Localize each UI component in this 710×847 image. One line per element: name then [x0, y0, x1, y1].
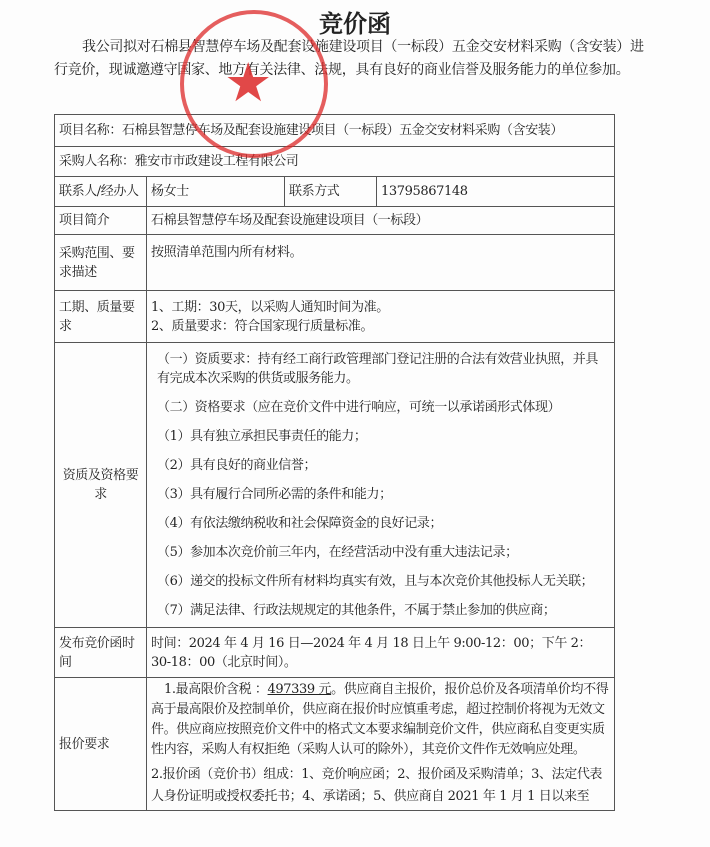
purchaser-name: 采购人名称：雅安市市政建设工程有限公司 [55, 147, 615, 177]
qual-line: （3）具有履行合同所必需的条件和能力； [157, 487, 392, 502]
phone-value: 13795867148 [377, 177, 615, 207]
document-title: 竞价函 [319, 10, 391, 38]
intro-paragraph: 我公司拟对石棉县智慧停车场及配套设施建设项目（一标段）五金交安材料采购（含安装）进行竞价，现诚邀遵守国家、地方有关法律、法规，具有良好的商业信誉及服务能力的单位参加。 [54, 39, 644, 78]
bid-info-table [54, 114, 615, 811]
qual-label: 资质及资格要求 [55, 343, 147, 628]
quote-label: 报价要求 [55, 678, 147, 811]
price-prefix: 1.最高限价含税 ： [164, 682, 268, 697]
qual-line: （一）资质要求：持有经工商行政管理部门登记注册的合法有效营业执照，并具有完成本次采购的供货或服务能力。 [157, 352, 599, 386]
max-price: 497339 元 [267, 682, 332, 697]
qual-value [147, 343, 615, 628]
brief-label: 项目简介 [55, 207, 147, 235]
qual-line: （7）满足法律、行政法规规定的其他条件，不属于禁止参加的供应商； [157, 603, 556, 618]
period-line: 1、工期：30天，以采购人通知时间为准。 [151, 299, 389, 315]
qual-line: （5）参加本次竞价前三年内，在经营活动中没有重大违法记录； [157, 545, 518, 560]
scope-value: 按照清单范围内所有材料。 [147, 235, 615, 291]
quote-text: 。供应商自主报价，报价总价及各项清单价均不得高于最高限价及控制单价，供应商在报价时应慎重考虑，超过控制价将视为无效文件。供应商应按照竞价文件中的格式文本要求编制竞价文件，供应商私自变更实质性内容，采购人有权拒绝（采购人认可的除外），其竞价文件作无效响应处理。 [151, 682, 609, 757]
qual-line: （6）递交的投标文件所有材料均真实有效，且与本次竞价其他投标人无关联； [157, 574, 594, 589]
contact-label: 联系人/经办人 [55, 177, 147, 207]
time-label: 发布竞价函时间 [55, 628, 147, 678]
qual-line: （2）具有良好的商业信誉； [157, 458, 317, 473]
period-value [147, 291, 615, 343]
scope-label: 采购范围、要求描述 [55, 235, 147, 291]
period-label: 工期、质量要求 [55, 291, 147, 343]
qual-line: （1）具有独立承担民事责任的能力； [157, 429, 367, 444]
period-line: 2、质量要求：符合国家现行质量标准。 [151, 318, 374, 334]
qual-line: （二）资格要求（应在竞价文件中进行响应，可统一以承诺函形式体现） [157, 400, 561, 415]
quote-value [147, 678, 615, 811]
quote-composition: 2.报价函（竞价书）组成：1、竞价响应函；2、报价函及采购清单；3、法定代表人身份证明或授权委托书；4、承诺函；5、供应商自 2021 年 1 月 1 日以来至 [151, 767, 603, 804]
project-name: 项目名称：石棉县智慧停车场及配套设施建设项目（一标段）五金交安材料采购（含安装） [55, 115, 615, 147]
contact-value: 杨女士 [147, 177, 285, 207]
brief-value: 石棉县智慧停车场及配套设施建设项目（一标段） [147, 207, 615, 235]
qual-line: （4）有依法缴纳税收和社会保障资金的良好记录； [157, 516, 443, 531]
star-icon: ★ [224, 51, 273, 114]
time-value: 时间：2024 年 4 月 16 日—2024 年 4 月 18 日上午 9:00-12：00；下午 2：30-18：00（北京时间）。 [147, 628, 615, 678]
phone-label: 联系方式 [285, 177, 377, 207]
